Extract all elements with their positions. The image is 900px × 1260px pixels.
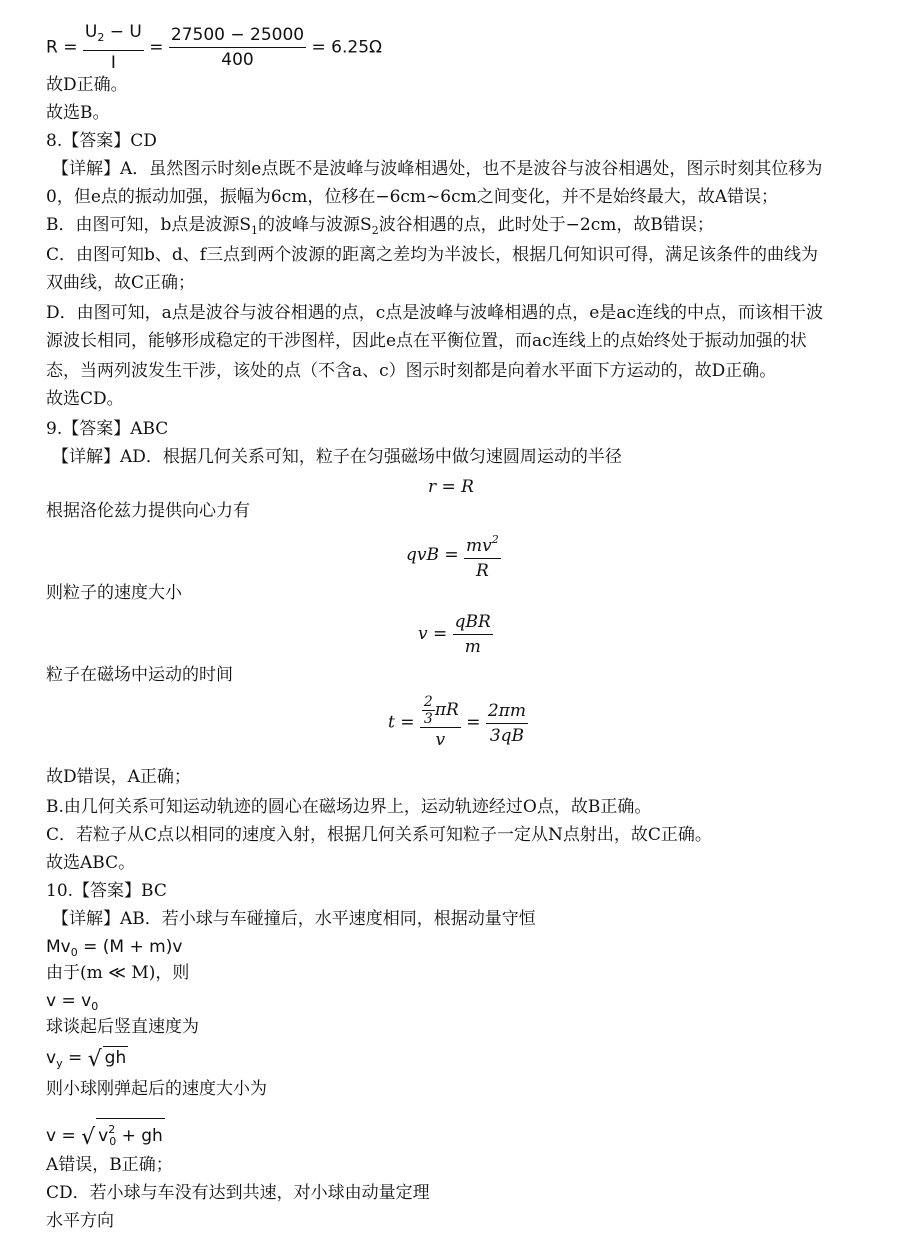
answer-heading-10: 10.【答案】BC xyxy=(46,881,167,901)
text-line: 态，当两列波发生干涉，该处的点（不含a、c）图示时刻都是向着水平面下方运动的，故D正确。 xyxy=(46,361,777,381)
equation-velocity: v = $\frac{\text{qBR}}{m}$ xyxy=(418,612,491,657)
text-line: 源波长相同，能够形成稳定的干涉图样，因此e点在平衡位置，而ac连线上的点始终处于振动加强的状 xyxy=(46,331,807,351)
text-line: B.由几何关系可知运动轨迹的圆心在磁场边界上，运动轨迹经过O点，故B正确。 xyxy=(46,797,652,817)
text-line: 则粒子的速度大小 xyxy=(46,583,182,603)
text-line: 【详解】AD．根据几何关系可知，粒子在匀强磁场中做匀速圆周运动的半径 xyxy=(52,447,622,467)
answer-heading-8: 8.【答案】CD xyxy=(46,131,157,151)
text-line: 根据洛伦兹力提供向心力有 xyxy=(46,501,250,521)
text-line: 则小球刚弹起后的速度大小为 xyxy=(46,1079,267,1099)
text-line: 故选B。 xyxy=(46,103,110,123)
text-line: 【详解】AB．若小球与车碰撞后，水平速度相同，根据动量守恒 xyxy=(52,909,536,929)
text-line: C．由图可知b、d、f三点到两个波源的距离之差均为半波长，根据几何知识可得，满足该条件的曲线为 xyxy=(46,245,819,265)
text-line: 双曲线，故C正确； xyxy=(46,273,196,293)
equation-speed: v = √ $v^2_0$ + gh xyxy=(46,1118,165,1153)
text-line: A错误，B正确； xyxy=(46,1155,173,1175)
text-line: C．若粒子从C点以相同的速度入射，根据几何关系可知粒子一定从N点射出，故C正确。 xyxy=(46,825,712,845)
text-line: CD．若小球与车没有达到共速，对小球由动量定理 xyxy=(46,1183,430,1203)
equation-vy: $v_y$ = √ gh xyxy=(46,1047,127,1072)
text-line: 球谈起后竖直速度为 xyxy=(46,1017,199,1037)
eq-lhs: R = xyxy=(46,37,78,58)
text-line: B．由图可知，b点是波源$S_1$的波峰与波源$S_2$波谷相遇的点，此时处于−2cm，故B错误； xyxy=(46,215,714,237)
text-line: 粒子在磁场中运动的时间 xyxy=(46,665,233,685)
text-line: 故D正确。 xyxy=(46,75,128,95)
text-line: 【详解】A．虽然图示时刻e点既不是波峰与波峰相遇处，也不是波谷与波谷相遇处，图示时刻其位移为 xyxy=(52,159,823,179)
equation-momentum: $Mv_0 = (M + m)v$ xyxy=(46,937,183,959)
equation-time: t = $\frac{2}{3}$ πR v = $\frac{2\pi m}{3qB}$ xyxy=(388,694,526,750)
text-line: D．由图可知，a点是波谷与波谷相遇的点，c点是波峰与波峰相遇的点，e是ac连线的中点，而该相干波 xyxy=(46,303,824,323)
text-line: 0，但e点的振动加强，振幅为6cm，位移在−6cm~6cm之间变化，并不是始终最大，故A错误； xyxy=(46,187,779,207)
text-line: 故选CD。 xyxy=(46,389,124,409)
text-line: 水平方向 xyxy=(46,1211,114,1231)
fraction-u-over-i: $\frac{U_2 - U}{I}$ xyxy=(84,22,142,73)
text-line: 故选ABC。 xyxy=(46,853,136,873)
equation-radius: r = R xyxy=(428,477,474,497)
equation-lorentz: qvB = $\frac{mv^2}{R}$ xyxy=(406,528,501,583)
equation-v-equals-v0: $v = v_0$ xyxy=(46,991,99,1013)
fraction-numeric: $\frac{27500 - 25000}{400}$ xyxy=(170,25,305,70)
text-line: 故D错误，A正确； xyxy=(46,767,191,787)
text-line: 由于(m ≪ M)，则 xyxy=(46,963,190,983)
equation-resistance: R = $\frac{U_2 - U}{I}$ = $\frac{27500 - 25000}{400}$ = 6.25Ω xyxy=(46,22,383,73)
answer-heading-9: 9.【答案】ABC xyxy=(46,419,169,439)
eq-result: = 6.25Ω xyxy=(311,37,383,58)
